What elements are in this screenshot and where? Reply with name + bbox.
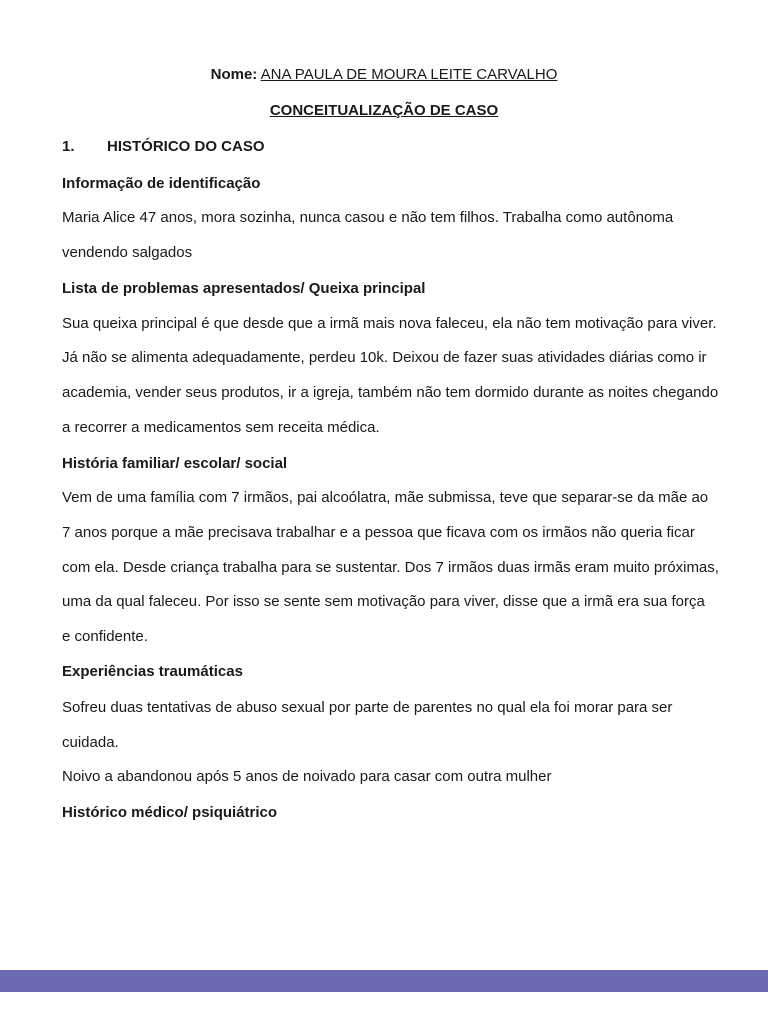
paragraph-line: com ela. Desde criança trabalha para se sustentar. Dos 7 irmãos duas irmãs eram muito próximas, — [62, 559, 719, 576]
name-value: ANA PAULA DE MOURA LEITE CARVALHO — [260, 66, 558, 83]
section-number: 1. — [62, 138, 75, 155]
paragraph-line: vendendo salgados — [62, 244, 193, 261]
section-title: HISTÓRICO DO CASO — [107, 138, 265, 155]
paragraph-line: Já não se alimenta adequadamente, perdeu 10k. Deixou de fazer suas atividades diárias como ir — [62, 349, 707, 366]
name-label: Nome: — [210, 66, 258, 83]
paragraph-line: Sofreu duas tentativas de abuso sexual por parte de parentes no qual ela foi morar para ser — [62, 699, 673, 716]
paragraph-line: a recorrer a medicamentos sem receita médica. — [62, 419, 380, 436]
heading-trauma: Experiências traumáticas — [62, 663, 243, 680]
heading-medical: Histórico médico/ psiquiátrico — [62, 804, 278, 821]
paragraph-line: academia, vender seus produtos, ir a igreja, também não tem dormido durante as noites chegando — [62, 384, 719, 401]
heading-family: História familiar/ escolar/ social — [62, 455, 288, 472]
paragraph-line: 7 anos porque a mãe precisava trabalhar e a pessoa que ficava com os irmãos não queria ficar — [62, 524, 695, 541]
paragraph-line: cuidada. — [62, 734, 119, 751]
paragraph-line: Maria Alice 47 anos, mora sozinha, nunca casou e não tem filhos. Trabalha como autônoma — [62, 209, 674, 226]
paragraph-line: uma da qual faleceu. Por isso se sente sem motivação para viver, disse que a irmã era sua força — [62, 593, 705, 610]
name-line — [0, 66, 768, 84]
heading-identification: Informação de identificação — [62, 175, 261, 192]
paragraph-line: e confidente. — [62, 628, 148, 645]
heading-problems: Lista de problemas apresentados/ Queixa principal — [62, 280, 426, 297]
paragraph-line: Sua queixa principal é que desde que a irmã mais nova faleceu, ela não tem motivação para viver. — [62, 315, 717, 332]
paragraph-line: Noivo a abandonou após 5 anos de noivado para casar com outra mulher — [62, 768, 552, 785]
section-heading-historico — [62, 138, 718, 156]
footer-bar — [0, 970, 768, 992]
document-title: CONCEITUALIZAÇÃO DE CASO — [269, 102, 499, 119]
paragraph-line: Vem de uma família com 7 irmãos, pai alcoólatra, mãe submissa, teve que separar-se da mãe ao — [62, 489, 709, 506]
